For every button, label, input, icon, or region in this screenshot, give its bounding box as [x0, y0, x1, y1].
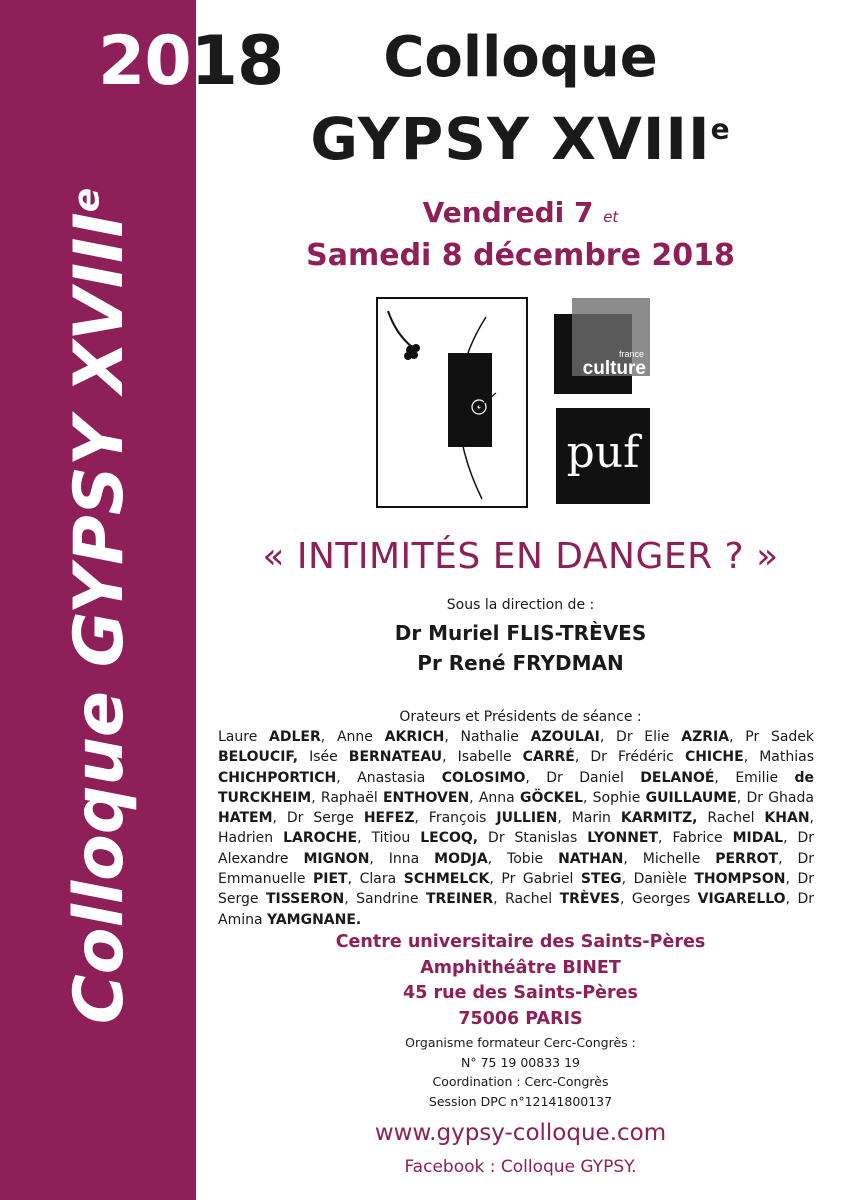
- facebook-link[interactable]: Facebook : Colloque GYPSY.: [404, 1157, 637, 1177]
- speaker-first-name: Michelle: [642, 850, 716, 867]
- venue-line3: 45 rue des Saints-Pères: [403, 983, 638, 1003]
- venue-line1: Centre universitaire des Saints-Pères: [335, 932, 706, 952]
- speaker-last-name: JULLIEN: [496, 810, 558, 827]
- speaker-last-name: LYONNET: [587, 830, 659, 847]
- speaker-last-name: BELOUCIF,: [218, 749, 299, 766]
- speaker-separator: [697, 810, 707, 826]
- speaker-separator: ,: [344, 891, 357, 908]
- speaker-last-name: TISSERON: [265, 891, 345, 908]
- year-part-black: 18: [190, 22, 284, 101]
- venue-line4: 75006 PARIS: [458, 1008, 583, 1029]
- speaker-separator: ,: [336, 769, 358, 786]
- speaker-separator: ,: [658, 830, 673, 847]
- speaker-first-name: Anne: [336, 729, 385, 745]
- speaker-entry: [287, 810, 429, 826]
- speaker-first-name: Dr Amina: [218, 891, 815, 928]
- speaker-last-name: PIET: [313, 871, 348, 888]
- speaker-last-name: GÖCKEL: [519, 789, 583, 806]
- speaker-separator: [478, 830, 488, 846]
- speaker-last-name: KHAN: [764, 810, 810, 827]
- speaker-first-name: Marin: [571, 810, 621, 827]
- vertical-title-text: Colloque GYPSY XVIII: [60, 212, 139, 1025]
- speaker-last-name: de TURCKHEIM: [218, 769, 815, 806]
- info-line3: Coordination : Cerc-Congrès: [432, 1074, 609, 1089]
- speaker-last-name: ADLER: [269, 729, 321, 745]
- venue-line2: Amphithéâtre BINET: [420, 957, 621, 978]
- info-line1: Organisme formateur Cerc-Congrès :: [405, 1035, 636, 1050]
- speaker-separator: ,: [369, 850, 389, 867]
- speaker-entry: [634, 871, 798, 887]
- france-culture-small-text: france: [618, 349, 644, 359]
- speaker-first-name: Nathalie: [460, 729, 531, 745]
- speaker-separator: ,: [357, 830, 372, 847]
- speaker-first-name: Mathias: [759, 749, 814, 766]
- website-link[interactable]: www.gypsy-colloque.com: [374, 1120, 667, 1146]
- speaker-first-name: Pr Gabriel: [501, 871, 581, 888]
- speaker-entry: [707, 810, 814, 826]
- date-line1: [196, 196, 845, 229]
- speaker-first-name: Raphaël: [320, 789, 383, 806]
- speaker-first-name: Dr Ghada: [746, 789, 814, 806]
- speaker-first-name: François: [428, 810, 497, 827]
- speaker-last-name: LAROCHE: [283, 830, 358, 847]
- speaker-last-name: SCHMELCK: [403, 871, 490, 888]
- speaker-separator: ,: [809, 810, 814, 827]
- speaker-separator: [298, 749, 309, 765]
- vertical-title: [60, 176, 140, 1036]
- france-culture-logo: [554, 298, 650, 394]
- france-culture-logo-graphic: [554, 298, 650, 394]
- speaker-last-name: CARRÉ: [522, 749, 575, 766]
- speaker-last-name: STEG: [580, 871, 622, 888]
- speaker-last-name: CHICHPORTICH: [218, 769, 337, 786]
- speaker-separator: ,: [743, 749, 760, 766]
- speaker-first-name: Rachel: [505, 891, 560, 908]
- speaker-separator: ,: [619, 891, 632, 908]
- speaker-separator: ,: [320, 729, 337, 745]
- speaker-last-name: VIGARELLO: [697, 891, 786, 908]
- speaker-first-name: Dr Alexandre: [218, 830, 815, 867]
- speaker-entry: [488, 830, 672, 846]
- speaker-last-name: KARMITZ,: [620, 810, 698, 827]
- speaker-last-name: BERNATEAU: [348, 749, 443, 766]
- speaker-separator: ,: [783, 830, 798, 847]
- speaker-last-name: AZOULAI: [530, 729, 600, 745]
- date-line2: Samedi 8 décembre 2018: [306, 238, 735, 273]
- speaker-last-name: AKRICH: [384, 729, 445, 745]
- speaker-separator: ,: [272, 810, 287, 827]
- speaker-first-name: Isabelle: [457, 749, 523, 766]
- speaker-separator: ,: [778, 850, 798, 867]
- speaker-last-name: TRÈVES: [559, 891, 620, 908]
- theme-title: « INTIMITÉS EN DANGER ? »: [262, 536, 779, 577]
- director-1: Dr Muriel FLIS-TRÈVES: [394, 621, 647, 645]
- speaker-separator: ,: [525, 769, 547, 786]
- speaker-first-name: Rachel: [707, 810, 765, 827]
- speaker-separator: ,: [599, 729, 617, 745]
- speaker-separator: ,: [623, 850, 643, 867]
- info-line4: Session DPC n°12141800137: [428, 1093, 613, 1109]
- speaker-last-name: PERROT: [715, 850, 779, 867]
- speaker-entry: [218, 830, 371, 846]
- direction-intro: Sous la direction de :: [446, 597, 595, 613]
- speaker-first-name: Anastasia: [357, 769, 442, 786]
- speaker-last-name: NATHAN: [558, 850, 624, 867]
- speaker-first-name: Tobie: [507, 850, 559, 867]
- speaker-entry: [632, 891, 798, 907]
- france-culture-big-text: culture: [582, 358, 646, 379]
- speaker-last-name: CHICHE: [684, 749, 744, 766]
- speaker-last-name: AZRIA: [681, 729, 730, 745]
- header-line1: Colloque: [383, 25, 658, 90]
- header-line2: [196, 105, 845, 173]
- speaker-last-name: HEFEZ: [363, 810, 415, 827]
- speaker-entry: [479, 790, 593, 806]
- speaker-entry: [337, 729, 461, 745]
- speaker-entry: [461, 729, 617, 745]
- speaker-last-name: DELANOÉ: [640, 769, 715, 786]
- speaker-first-name: Titiou: [371, 830, 421, 847]
- artwork-drawing: [378, 299, 526, 506]
- speaker-last-name: YAMGNANE.: [267, 911, 362, 928]
- speaker-entry: [590, 749, 759, 765]
- speaker-first-name: Dr Serge: [286, 810, 364, 827]
- speaker-first-name: Sandrine: [356, 891, 426, 908]
- speaker-separator: ,: [311, 789, 321, 806]
- speaker-entry: [356, 891, 505, 907]
- speaker-first-name: Dr Emmanuelle: [218, 850, 814, 888]
- puf-logo: puf: [556, 408, 650, 504]
- speaker-last-name: COLOSIMO: [441, 769, 526, 786]
- date-day1: Vendredi 7: [422, 196, 594, 229]
- speaker-entry: [309, 749, 458, 765]
- speaker-entry: [505, 891, 632, 907]
- speaker-last-name: THOMPSON: [694, 871, 786, 888]
- speaker-first-name: Dr Elie: [616, 729, 682, 745]
- speaker-entry: [360, 871, 502, 887]
- speaker-entry: [507, 851, 643, 867]
- speaker-first-name: Clara: [359, 871, 404, 888]
- speaker-entry: [501, 871, 633, 887]
- speaker-last-name: MODJA: [434, 850, 488, 867]
- speaker-separator: ,: [785, 891, 798, 908]
- speaker-separator: ,: [714, 769, 736, 786]
- speaker-first-name: Laure: [218, 729, 270, 745]
- speaker-first-name: Georges: [631, 891, 698, 908]
- speaker-first-name: Pr Sadek: [745, 729, 815, 745]
- speaker-last-name: HATEM: [218, 810, 273, 827]
- main-content: [196, 0, 845, 1200]
- speaker-first-name: Fabrice: [672, 830, 733, 847]
- speakers-intro: Orateurs et Présidents de séance :: [399, 709, 642, 725]
- speaker-separator: ,: [489, 871, 502, 888]
- speaker-entry: [389, 851, 507, 867]
- speaker-first-name: Dr Serge: [218, 871, 814, 908]
- speaker-first-name: Sophie: [592, 789, 646, 806]
- header-line2-sup: e: [710, 112, 731, 146]
- speaker-separator: ,: [729, 729, 746, 745]
- info-line2: N° 75 19 00833 19: [461, 1054, 580, 1070]
- speaker-entry: [321, 790, 479, 806]
- speaker-last-name: ENTHOVEN: [382, 789, 470, 806]
- speaker-first-name: Hadrien: [218, 830, 284, 847]
- header-line2-text: GYPSY XVIII: [310, 105, 711, 173]
- speaker-last-name: LECOQ,: [420, 830, 479, 847]
- date-connector: et: [603, 208, 619, 226]
- speaker-first-name: Anna: [478, 789, 520, 806]
- speaker-last-name: MIGNON: [303, 850, 370, 867]
- speaker-first-name: Emilie: [735, 769, 795, 786]
- speaker-separator: ,: [414, 810, 429, 827]
- speaker-separator: ,: [621, 871, 634, 888]
- speaker-last-name: MIDAL: [732, 830, 784, 847]
- speaker-entry: [593, 790, 747, 806]
- speaker-separator: ,: [444, 729, 461, 745]
- director-2: Pr René FRYDMAN: [417, 651, 624, 675]
- speaker-separator: ,: [736, 789, 747, 806]
- speaker-first-name: Isée: [309, 749, 349, 766]
- speaker-first-name: Inna: [388, 850, 435, 867]
- speaker-separator: ,: [442, 749, 458, 766]
- speaker-entry: [643, 851, 798, 867]
- speaker-separator: ,: [785, 871, 798, 888]
- speaker-entry: [616, 729, 745, 745]
- speaker-entry: [546, 770, 735, 786]
- artwork-image: [376, 297, 528, 508]
- speakers-list: [218, 727, 814, 930]
- speaker-entry: [218, 729, 337, 745]
- speaker-separator: ,: [347, 871, 360, 888]
- speaker-first-name: Dr Stanislas: [488, 830, 588, 847]
- year-part-white: 20: [98, 22, 191, 101]
- speaker-separator: ,: [493, 891, 506, 908]
- speaker-separator: ,: [487, 850, 508, 867]
- speaker-separator: ,: [557, 810, 572, 827]
- speaker-last-name: GUILLAUME: [645, 789, 737, 806]
- speaker-last-name: TREINER: [425, 891, 494, 908]
- speaker-first-name: Danièle: [633, 871, 695, 888]
- speaker-separator: ,: [574, 749, 591, 766]
- speaker-separator: ,: [469, 789, 479, 806]
- speaker-entry: [429, 810, 572, 826]
- speaker-entry: [458, 749, 591, 765]
- speaker-entry: [672, 830, 797, 846]
- speaker-entry: [572, 810, 708, 826]
- speaker-entry: [357, 770, 546, 786]
- speaker-first-name: Dr Frédéric: [590, 749, 685, 766]
- speaker-first-name: Dr Daniel: [546, 769, 641, 786]
- speaker-separator: ,: [582, 789, 593, 806]
- speaker-entry: [371, 830, 488, 846]
- vertical-title-sup: e: [66, 187, 108, 213]
